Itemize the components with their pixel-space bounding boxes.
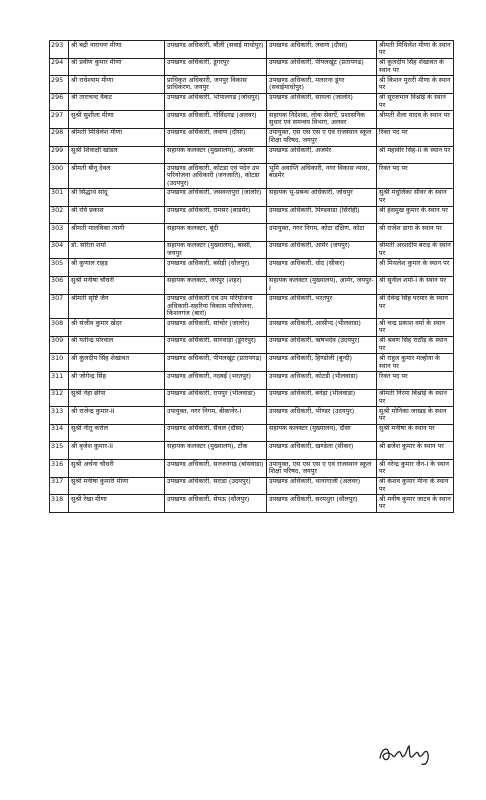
officer-name-cell: डॉ. सरिता शर्मा — [69, 241, 165, 259]
new-post-cell: उपखण्ड अधिकारी, बनेड़ा (भीलवाडा) — [267, 389, 377, 407]
current-post-cell: उपखण्ड अधिकारी, पीपलखूंट (प्रतापगढ) — [165, 354, 267, 372]
remarks-cell: श्री राजेश डागा के स्थान पर — [377, 224, 454, 242]
remarks-cell: श्री नरेन्द्र कुमार जैन-I के स्थान पर — [377, 460, 454, 478]
table-row — [50, 146, 454, 164]
remarks-cell: श्री केशव कुमार मीना के स्थान पर — [377, 477, 454, 495]
serial-number-cell: 295 — [50, 76, 69, 94]
table-row — [50, 259, 454, 277]
new-post-cell: उपखण्ड अधिकारी, ऋषभदेव (उदयपुर) — [267, 336, 377, 354]
table-row — [50, 41, 454, 59]
new-post-cell: उपखण्ड अधिकारी, पीपलखूंट (प्रतापगढ) — [267, 58, 377, 76]
serial-number-cell: 293 — [50, 41, 69, 59]
remarks-cell: सुश्री मनीषा के स्थान पर — [377, 424, 454, 442]
current-post-cell: सहायक कलक्टर (मुख्यालय), बस्सी, जयपुर — [165, 241, 267, 259]
officer-name-cell: सुश्री नेहा छीपा — [69, 389, 165, 407]
table-row — [50, 336, 454, 354]
officer-name-cell: श्री प्रवीण कुमार मीणा — [69, 58, 165, 76]
officer-name-cell: श्री यतीन्द्र पोरवाल — [69, 336, 165, 354]
officer-name-cell: श्री कुलदीप सिंह शेखावत — [69, 354, 165, 372]
new-post-cell: उपखण्ड अधिकारी, भीण्डर (उदयपुर) — [267, 407, 377, 425]
officer-name-cell: श्री राधेश्याम मीणा — [69, 76, 165, 94]
table-row — [50, 319, 454, 337]
serial-number-cell: 307 — [50, 294, 69, 319]
table-row — [50, 241, 454, 259]
current-post-cell: उपखण्ड अधिकारी, रामसर (बाडमेर) — [165, 206, 267, 224]
officer-name-cell: सुश्री मनीषा कुमारी मीणा — [69, 477, 165, 495]
remarks-cell: श्री मनीष कुमार जाटव के स्थान पर — [377, 495, 454, 513]
remarks-cell: सुश्री मधुलिका सीवर के स्थान पर — [377, 188, 454, 206]
new-post-cell: उपखण्ड अधिकारी, मलारना डूंगर (सवाईमाधोपुर) — [267, 76, 377, 94]
table-row — [50, 206, 454, 224]
remarks-cell: श्री महावीर सिंह-II के स्थान पर — [377, 146, 454, 164]
remarks-cell: श्रीमती निरमा बिश्नोई के स्थान पर — [377, 389, 454, 407]
new-post-cell: उपायुक्त, एस एस एस ए एवं राजस्थान स्कूल शिक्षा परिषद, जयपुर — [267, 128, 377, 146]
serial-number-cell: 304 — [50, 241, 69, 259]
serial-number-cell: 305 — [50, 259, 69, 277]
current-post-cell: उपखण्ड अधिकारी, लवाण (दौसा) — [165, 128, 267, 146]
officer-name-cell: सुश्री मनीषा चौधरी — [69, 276, 165, 294]
serial-number-cell: 298 — [50, 128, 69, 146]
officer-name-cell: सुश्री नीतू करोल — [69, 424, 165, 442]
table-row — [50, 389, 454, 407]
current-post-cell: उपखण्ड अधिकारी, सैंथल (दौसा) — [165, 424, 267, 442]
new-post-cell: उपखण्ड अधिकारी, थानागाजी (अलवर) — [267, 477, 377, 495]
new-post-cell: उपखण्ड अधिकारी, खण्डेला (सीकर) — [267, 442, 377, 460]
remarks-cell: श्री कुलदीप सिंह शेखावत के स्थान पर — [377, 58, 454, 76]
serial-number-cell: 299 — [50, 146, 69, 164]
serial-number-cell: 313 — [50, 407, 69, 425]
current-post-cell: उपखण्ड अधिकारी, डूंगरपुर — [165, 58, 267, 76]
officer-name-cell: श्रीमती मिथिलेश मीणा — [69, 128, 165, 146]
remarks-cell: श्रीमती शैला यादव के स्थान पर — [377, 111, 454, 129]
table-row — [50, 294, 454, 319]
current-post-cell: उपखण्ड अधिकारी, बसेड़ी (धौलपुर) — [165, 259, 267, 277]
remarks-cell: श्री राहुल कुमार मल्होत्रा के स्थान पर — [377, 354, 454, 372]
new-post-cell: सहायक कलक्टर (मुख्यालय), दौसा — [267, 424, 377, 442]
table-row — [50, 407, 454, 425]
serial-number-cell: 301 — [50, 188, 69, 206]
officer-name-cell: श्री बद्री नारायण मीणा — [69, 41, 165, 59]
new-post-cell: उपखण्ड अधिकारी, पिण्डवाडा (सिरोही) — [267, 206, 377, 224]
serial-number-cell: 296 — [50, 93, 69, 111]
new-post-cell: उपखण्ड अधिकारी, आमेर (जयपुर) — [267, 241, 377, 259]
current-post-cell: सहायक कलक्टर, जयपुर (शहर) — [165, 276, 267, 294]
serial-number-cell: 294 — [50, 58, 69, 76]
current-post-cell: प्राधिकृत अधिकारी, जयपुर विकास प्राधिकरण, जयपुर — [165, 76, 267, 94]
serial-number-cell: 318 — [50, 495, 69, 513]
serial-number-cell: 312 — [50, 389, 69, 407]
officer-name-cell: श्री ताराचन्द वैकट — [69, 93, 165, 111]
current-post-cell: उपखण्ड अधिकारी, बौंली (सवाई माधोपुर) — [165, 41, 267, 59]
remarks-cell: श्री किशन मुरारी मीणा के स्थान पर — [377, 76, 454, 94]
new-post-cell: उपखण्ड अधिकारी, लवाण (दौसा) — [267, 41, 377, 59]
signature — [376, 738, 438, 768]
new-post-cell: सहायक भू-प्रबन्ध अधिकारी, जोधपुर — [267, 188, 377, 206]
new-post-cell: उपखण्ड अधिकारी, अजमेर — [267, 146, 377, 164]
current-post-cell: उपखण्ड अधिकारी, सज्जनगढ़ (बांसवाडा) — [165, 460, 267, 478]
serial-number-cell: 297 — [50, 111, 69, 129]
table-row — [50, 354, 454, 372]
officer-name-cell: श्री जोगेन्द्र सिंह — [69, 372, 165, 390]
table-row — [50, 164, 454, 189]
table-row — [50, 76, 454, 94]
new-post-cell: उपायुक्त, नगर निगम, कोटा दक्षिण, कोटा — [267, 224, 377, 242]
remarks-cell: रिक्त पद पर — [377, 372, 454, 390]
officer-name-cell: श्री सिद्धार्थ सांदू — [69, 188, 165, 206]
table-row — [50, 111, 454, 129]
table-row — [50, 93, 454, 111]
officer-name-cell: श्री रवि प्रकाश — [69, 206, 165, 224]
officer-name-cell: श्रीमती सृष्टि जैन — [69, 294, 165, 319]
serial-number-cell: 317 — [50, 477, 69, 495]
serial-number-cell: 311 — [50, 372, 69, 390]
current-post-cell: उपखण्ड अधिकारी, नदबई (भरतपुर) — [165, 372, 267, 390]
current-post-cell: सहायक कलक्टर (मुख्यालय), टोंक — [165, 442, 267, 460]
remarks-cell: रिक्त पद पर — [377, 128, 454, 146]
table-row — [50, 276, 454, 294]
table-row — [50, 477, 454, 495]
new-post-cell: उपखण्ड अधिकारी, आसीन्द (भीलवाडा) — [267, 319, 377, 337]
current-post-cell: सहायक कलक्टर (मुख्यालय), अजमेर — [165, 146, 267, 164]
officer-name-cell: सुश्री सुशीला मीणा — [69, 111, 165, 129]
remarks-cell: श्रीमती अरशदीप बराड़ के स्थान पर — [377, 241, 454, 259]
current-post-cell: उपखण्ड अधिकारी, गोविंदगढ (अलवर) — [165, 111, 267, 129]
serial-number-cell: 315 — [50, 442, 69, 460]
new-post-cell: सहायक निदेशक, लोक सेवाऐं, प्रशासनिक सुधार एवं समन्वय विभाग, अलवर — [267, 111, 377, 129]
table-row — [50, 372, 454, 390]
new-post-cell: उपायुक्त, एस एस एस ए एवं राजस्थान स्कूल शिक्षा परिषद, जयपुर — [267, 460, 377, 478]
officer-name-cell: सुश्री रेखा मीणा — [69, 495, 165, 513]
remarks-cell: श्री चन्द्र प्रकाश वर्मा के स्थान पर — [377, 319, 454, 337]
table-row — [50, 58, 454, 76]
officer-name-cell: श्री बृजेश कुमार-II — [69, 442, 165, 460]
serial-number-cell: 314 — [50, 424, 69, 442]
remarks-cell: श्री सूरजभान विश्नोई के स्थान पर — [377, 93, 454, 111]
new-post-cell: उपखण्ड अधिकारी, कोटडी (भीलवाडा) — [267, 372, 377, 390]
new-post-cell: भूमि अवाप्ति अधिकारी, नगर विकास न्यास, बाडमेर — [267, 164, 377, 189]
new-post-cell: उपखण्ड अधिकारी, सायला (जालोर) — [267, 93, 377, 111]
table-body — [50, 41, 454, 513]
current-post-cell: उपखण्ड अधिकारी, सांचोर (जालोर) — [165, 319, 267, 337]
table-row — [50, 460, 454, 478]
current-post-cell: उपखण्ड अधिकारी, सेपऊ (धौलपुर) — [165, 495, 267, 513]
remarks-cell: श्री श्रवण सिंह राठौड़ के स्थान पर — [377, 336, 454, 354]
current-post-cell: उपायुक्त, नगर निगम, बीकानेर-I — [165, 407, 267, 425]
officer-name-cell: श्री कुणाल राहड़ — [69, 259, 165, 277]
serial-number-cell: 310 — [50, 354, 69, 372]
remarks-cell: श्री मिथलेश कुमार के स्थान पर — [377, 259, 454, 277]
current-post-cell: उपखण्ड अधिकारी, सागवाड़ा (डूंगरपुर) — [165, 336, 267, 354]
current-post-cell: उपखण्ड अधिकारी, रायपुर (भीलवाडा) — [165, 389, 267, 407]
remarks-cell: श्री देवेन्द्र सिंह परमार के स्थान पर — [377, 294, 454, 319]
current-post-cell: उपखण्ड अधिकारी, कोटडा एवं पदेन उप परियोजना अधिकारी (जनजाति), कोटडा (उदयपुर) — [165, 164, 267, 189]
table-row — [50, 128, 454, 146]
new-post-cell: सहायक कलक्टर (मुख्यालय), आमेर, जयपुर-I — [267, 276, 377, 294]
serial-number-cell: 308 — [50, 319, 69, 337]
table-row — [50, 495, 454, 513]
current-post-cell: सहायक कलक्टर, बूंदी — [165, 224, 267, 242]
officer-name-cell: श्रीमती बीनू देवल — [69, 164, 165, 189]
officer-name-cell: श्री संजीव कुमार खेदर — [69, 319, 165, 337]
officer-name-cell: सुश्री अर्चना चौधरी — [69, 460, 165, 478]
current-post-cell: उपखण्ड अधिकारी, सराडा (उदयपुर) — [165, 477, 267, 495]
remarks-cell: श्री सुनील शर्मा-I के स्थान पर — [377, 276, 454, 294]
officer-name-cell: श्रीमती मालविका त्यागी — [69, 224, 165, 242]
current-post-cell: उपखण्ड अधिकारी एवं उप परियोजना अधिकारी-सहरिया विकास परियोजना, किशनगंज (बारां) — [165, 294, 267, 319]
remarks-cell: श्रीमती मिथिलेश मीणा के स्थान पर — [377, 41, 454, 59]
serial-number-cell: 309 — [50, 336, 69, 354]
serial-number-cell: 302 — [50, 206, 69, 224]
current-post-cell: उपखण्ड अधिकारी, भोपालगढ (जोधपुर) — [165, 93, 267, 111]
new-post-cell: उपखण्ड अधिकारी, हिण्डोली (बून्दी) — [267, 354, 377, 372]
remarks-cell: श्री ब्रजेश कुमार के स्थान पर — [377, 442, 454, 460]
table-row — [50, 424, 454, 442]
table-row — [50, 224, 454, 242]
transfer-list-table — [49, 40, 454, 513]
remarks-cell: रिक्त पद पर — [377, 164, 454, 189]
officer-name-cell: सुश्री शिवाक्षी खांडल — [69, 146, 165, 164]
new-post-cell: उपखण्ड अधिकारी, भरतपुर — [267, 294, 377, 319]
serial-number-cell: 316 — [50, 460, 69, 478]
current-post-cell: उपखण्ड अधिकारी, जसवन्तपुरा (जालोर) — [165, 188, 267, 206]
remarks-cell: सुश्री मोनिका जाखड़ के स्थान पर — [377, 407, 454, 425]
officer-name-cell: श्री राजेन्द्र कुमार-II — [69, 407, 165, 425]
serial-number-cell: 303 — [50, 224, 69, 242]
new-post-cell: उपखण्ड अधिकारी, सरमथुरा (धौलपुर) — [267, 495, 377, 513]
new-post-cell: उपखण्ड अधिकारी, धोद (सीकर) — [267, 259, 377, 277]
serial-number-cell: 300 — [50, 164, 69, 189]
serial-number-cell: 306 — [50, 276, 69, 294]
remarks-cell: श्री हंसमुख कुमार के स्थान पर — [377, 206, 454, 224]
table-row — [50, 442, 454, 460]
table-row — [50, 188, 454, 206]
